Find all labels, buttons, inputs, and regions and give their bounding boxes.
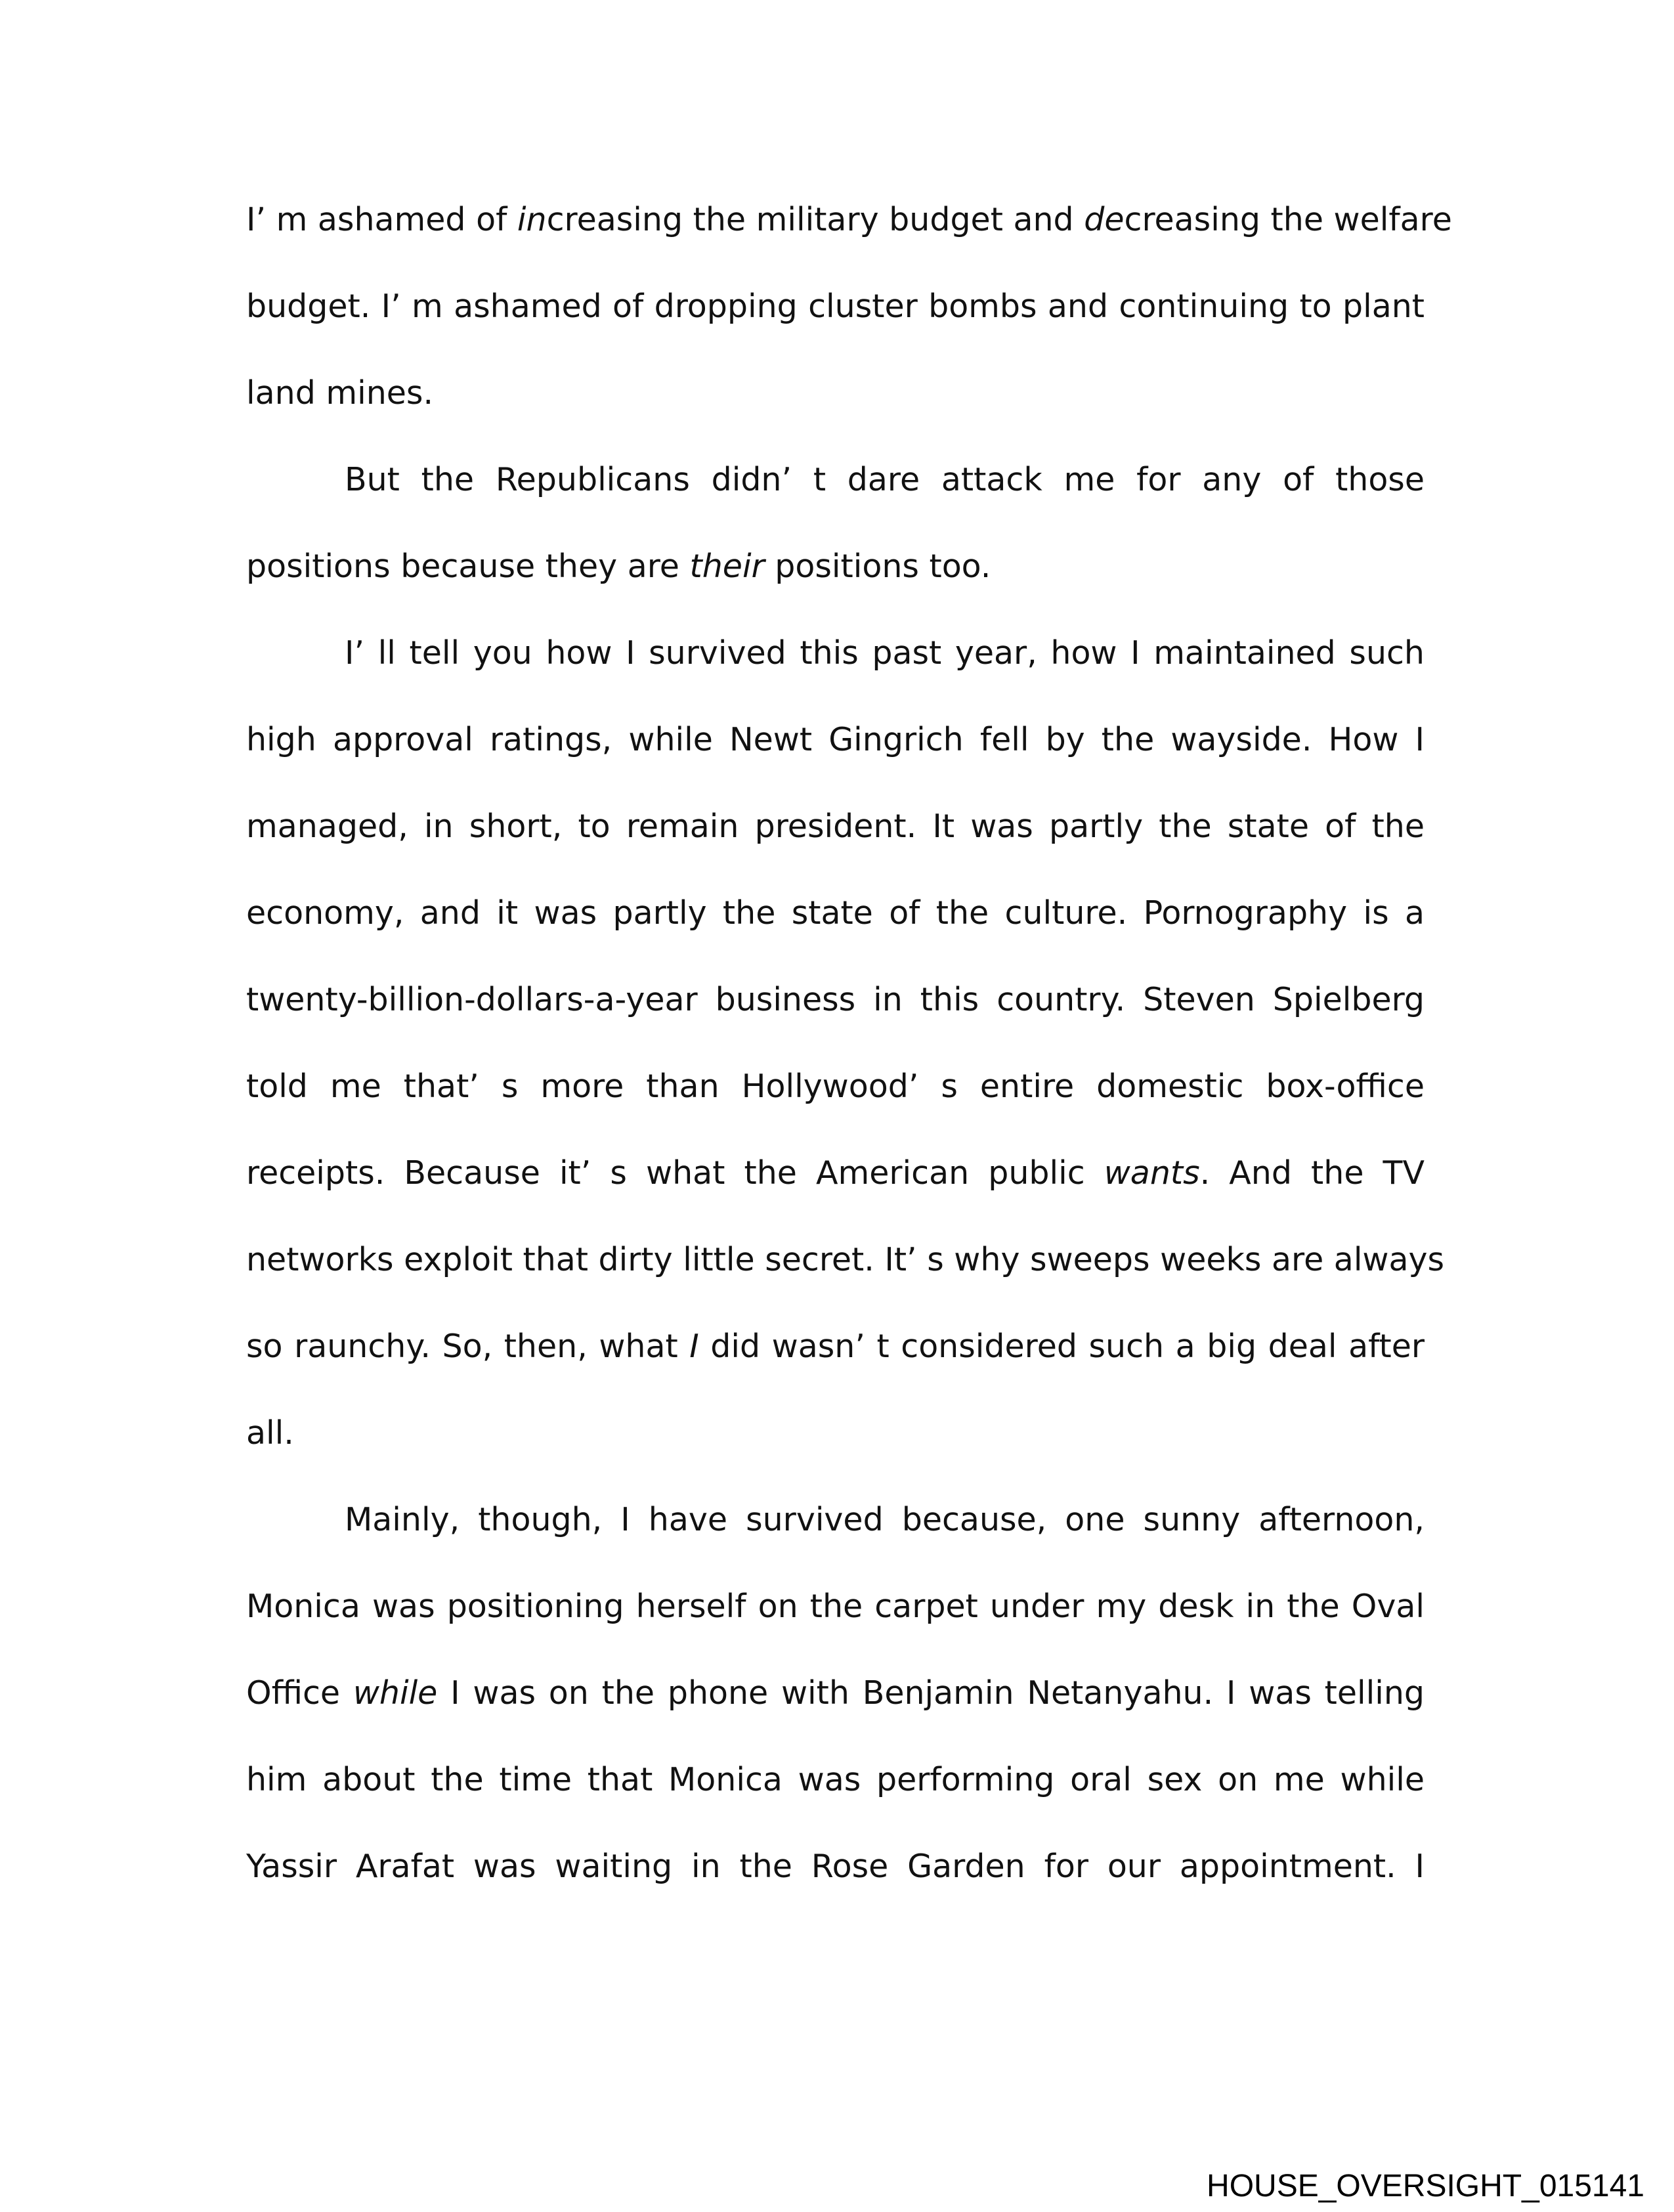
text-line-12: receipts. Because it’ s what the American public wants. And the TV	[246, 1154, 1425, 1192]
text-line-2: budget. I’ m ashamed of dropping cluster bombs and continuing to plant	[246, 288, 1425, 325]
text-line-19: him about the time that Monica was performing oral sex on me while	[246, 1761, 1425, 1798]
text-line-14: so raunchy. So, then, what I did wasn’ t considered such a big deal after	[246, 1328, 1425, 1365]
document-body	[246, 190, 1452, 1924]
text-line-10: twenty-billion-dollars-a-year business in this country. Steven Spielberg	[246, 981, 1425, 1018]
text-line-20: Yassir Arafat was waiting in the Rose Garden for our appointment. I	[246, 1848, 1425, 1885]
text-line-6: I’ ll tell you how I survived this past year, how I maintained such	[345, 634, 1425, 672]
text-line-4: But the Republicans didn’ t dare attack me for any of those	[345, 461, 1425, 498]
text-line-8: managed, in short, to remain president. It was partly the state of the	[246, 808, 1425, 845]
text-line-5: positions because they are their positions too.	[246, 548, 991, 585]
text-line-9: economy, and it was partly the state of the culture. Pornography is a	[246, 894, 1425, 932]
text-line-13: networks exploit that dirty little secret. It’ s why sweeps weeks are always	[246, 1241, 1445, 1278]
text-line-16: Mainly, though, I have survived because, one sunny afternoon,	[345, 1501, 1425, 1538]
text-line-15: all.	[246, 1414, 294, 1452]
bates-number: HOUSE_OVERSIGHT_015141	[1207, 2169, 1644, 2203]
text-line-1: I’ m ashamed of increasing the military budget and decreasing the welfare	[246, 201, 1452, 238]
text-line-17: Monica was positioning herself on the carpet under my desk in the Oval	[246, 1588, 1425, 1625]
text-line-3: land mines.	[246, 374, 434, 412]
text-line-18: Office while I was on the phone with Benjamin Netanyahu. I was telling	[246, 1674, 1425, 1712]
text-line-11: told me that’ s more than Hollywood’ s entire domestic box-office	[246, 1068, 1425, 1105]
text-line-7: high approval ratings, while Newt Gingrich fell by the wayside. How I	[246, 721, 1425, 758]
